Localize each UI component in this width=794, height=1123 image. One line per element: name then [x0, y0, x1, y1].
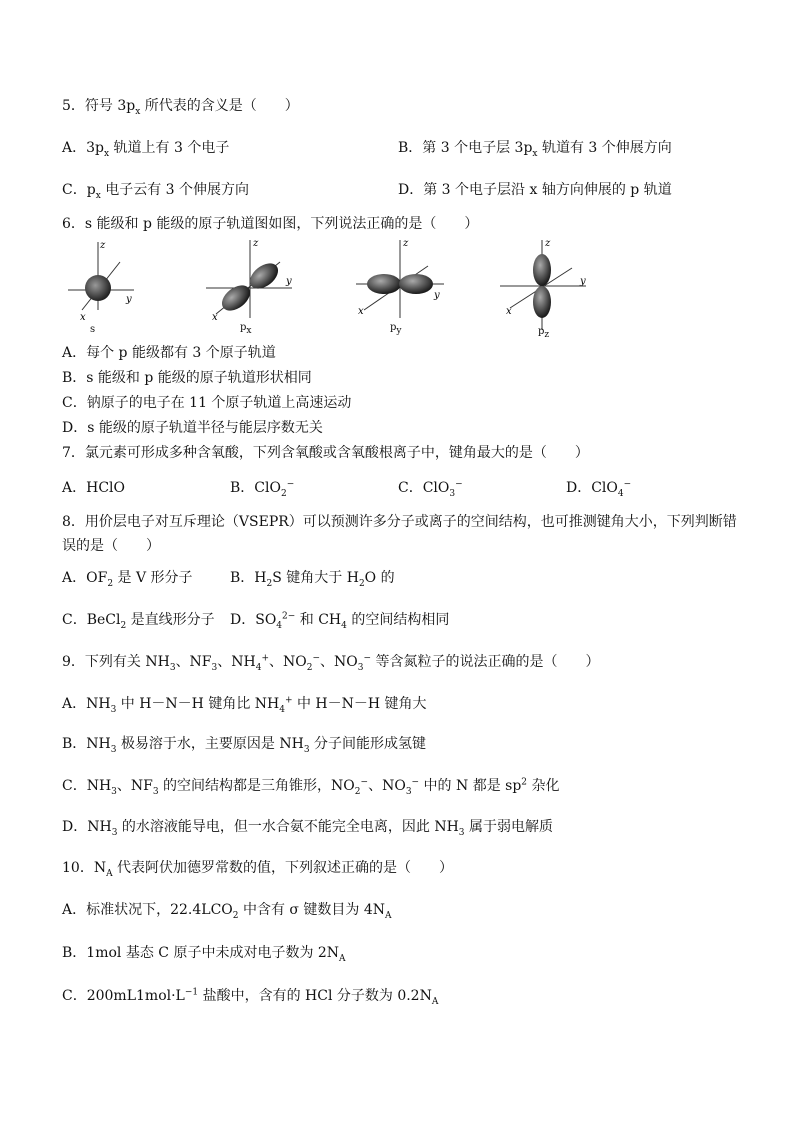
- q10-option-b: B．1mol 基态 C 原子中未成对电子数为 $2N_A$: [62, 945, 346, 964]
- s-label: s: [90, 324, 96, 335]
- q8-option-c: C．BeCl$_2$ 是直线形分子: [62, 612, 215, 631]
- q8-stem-line1: 8．用价层电子对互斥理论（VSEPR）可以预测许多分子或离子的空间结构，也可推测键角大小，下列判断错: [62, 514, 737, 530]
- py-lobe-right: [399, 274, 433, 294]
- q6-option-c: C．钠原子的电子在 11 个原子轨道上高速运动: [62, 395, 352, 411]
- q5-option-b: B．第 3 个电子层 $3p_x$ 轨道有 3 个伸展方向: [398, 140, 672, 159]
- pz-lobe-lower: [533, 286, 551, 318]
- q9-option-d: D．$NH_3$ 的水溶液能导电，但一水合氨不能完全电离，因此 $NH_3$ 属于弱电解质: [62, 819, 553, 838]
- axis-y-label: y: [580, 276, 586, 287]
- q5-stem: 5．符号 $3p_x$ 所代表的含义是（ ）: [62, 98, 299, 117]
- q9-stem: 9．下列有关 $NH_3$、$NF_3$、$NH_4^+$、$NO_2^-$、$NO_3^-$ 等含氮粒子的说法正确的是（ ）: [62, 653, 600, 673]
- q5-option-d: D．第 3 个电子层沿 x 轴方向伸展的 p 轨道: [398, 182, 672, 198]
- py-label: $p_y$: [390, 322, 402, 336]
- q6-option-b: B．s 能级和 p 能级的原子轨道形状相同: [62, 370, 312, 386]
- q9-option-b: B．$NH_3$ 极易溶于水，主要原因是 $NH_3$ 分子间能形成氢键: [62, 736, 427, 755]
- pz-lobe-upper: [533, 254, 551, 286]
- s-orbital-sphere: [85, 275, 111, 301]
- axis-z-label: z: [403, 238, 409, 249]
- axis-x-label: x: [358, 306, 364, 317]
- q6-option-a: A．每个 p 能级都有 3 个原子轨道: [62, 345, 276, 361]
- s-orbital-figure: [62, 238, 142, 338]
- q10-stem: 10．$N_A$ 代表阿伏加德罗常数的值，下列叙述正确的是（ ）: [62, 860, 454, 879]
- q6-stem: 6．s 能级和 p 能级的原子轨道图如图，下列说法正确的是（ ）: [62, 216, 479, 232]
- q9-option-a: A．$NH_3$ 中 H－N－H 键角比 $NH_4^+$ 中 H－N－H 键角大: [62, 695, 427, 715]
- px-lobe-lower: [217, 280, 255, 315]
- q7-option-d: D．ClO$_4$−: [566, 479, 632, 499]
- axis-x-label: x: [80, 312, 86, 323]
- q9-option-c: C．$NH_3$、$NF_3$ 的空间结构都是三角锥形，$NO_2^-$、$NO_3^-$ 中的 N 都是 $sp^2$ 杂化: [62, 777, 560, 797]
- q10-option-a: A．标准状况下，$22.4LCO_2$ 中含有 σ 键数目为 $4N_A$: [62, 902, 392, 921]
- axis-x-label: x: [506, 306, 512, 317]
- axis-z-label: z: [545, 238, 551, 249]
- axis-z-label: z: [253, 238, 259, 249]
- axis-y-label: y: [286, 276, 292, 287]
- axis-x-label: x: [212, 312, 218, 323]
- q8-option-b: B．$H_2S$ 键角大于 $H_2O$ 的: [230, 570, 395, 589]
- q8-stem-line2: 误的是（ ）: [62, 538, 160, 554]
- q8-option-d: D．$SO_4^{2-}$ 和 $CH_4$ 的空间结构相同: [230, 611, 450, 631]
- py-orbital-figure: [352, 238, 452, 338]
- q7-option-c: C．ClO$_3$−: [398, 479, 463, 499]
- q7-option-b: B．ClO$_2$−: [230, 479, 295, 499]
- q5-option-a: A．$3p_x$ 轨道上有 3 个电子: [62, 140, 230, 159]
- q10-option-c: C．$200mL1mol\cdot L^{-1}$ 盐酸中，含有的 HCl 分子数为 $0.2N_A$: [62, 987, 439, 1007]
- q5-option-c: C．$p_x$ 电子云有 3 个伸展方向: [62, 182, 250, 201]
- q8-option-a: A．$OF_2$ 是 V 形分子: [62, 570, 193, 589]
- axis-y-label: y: [126, 294, 132, 305]
- pz-label: $p_z$: [538, 326, 550, 340]
- pz-orbital-figure: [496, 238, 596, 338]
- px-orbital-figure: [202, 238, 302, 338]
- q6-option-d: D．s 能级的原子轨道半径与能层序数无关: [62, 420, 323, 436]
- q7-stem: 7．氯元素可形成多种含氧酸，下列含氧酸或含氧酸根离子中，键角最大的是（ ）: [62, 445, 589, 461]
- axis-y-label: y: [434, 290, 440, 301]
- axis-z-label: z: [100, 240, 106, 251]
- q7-option-a: A．HClO: [62, 480, 125, 496]
- py-lobe-left: [367, 274, 401, 294]
- px-label: $p_x$: [240, 322, 252, 336]
